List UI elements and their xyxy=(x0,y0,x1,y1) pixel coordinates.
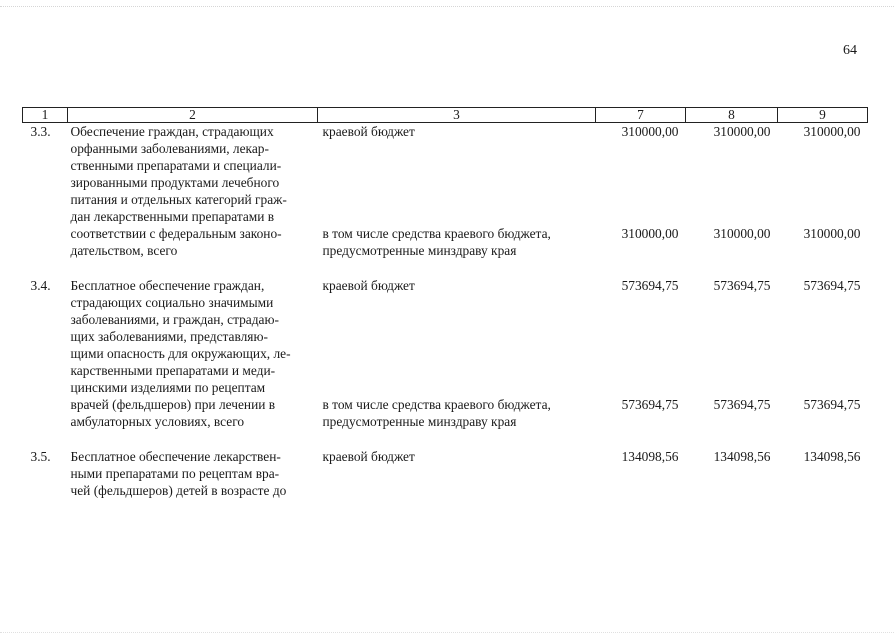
column-header-9: 9 xyxy=(778,108,868,123)
page-number: 64 xyxy=(843,43,857,58)
row-description: Обеспечение граждан, страдающих орфанными заболеваниями, лекар- ственными препаратами и специали- зированными продуктами лечебного питания и отдельных категорий граж- дан лекарственными препаратами в соответствии с федеральным законо- дательством, всего xyxy=(70,124,287,258)
value-col-8: 134098,56 xyxy=(713,449,771,464)
funding-source: краевой бюджет xyxy=(322,124,415,139)
value-col-8-sub: 573694,75 xyxy=(713,397,771,412)
scan-edge-bottom xyxy=(0,632,894,633)
table-row xyxy=(23,448,868,499)
row-spacer xyxy=(23,259,868,277)
column-header-1: 1 xyxy=(23,108,68,123)
value-col-9-sub: 310000,00 xyxy=(803,226,861,241)
scan-edge-top xyxy=(0,6,894,7)
row-spacer xyxy=(23,430,868,448)
column-header-2: 2 xyxy=(68,108,318,123)
funding-source-sub: в том числе средства краевого бюджета, предусмотренные минздраву края xyxy=(322,226,551,258)
value-col-8: 573694,75 xyxy=(713,278,771,293)
column-header-3: 3 xyxy=(318,108,596,123)
row-description: Бесплатное обеспечение лекарствен- ными препаратами по рецептам вра- чей (фельдшеров) детей в возрасте до xyxy=(70,449,287,498)
row-description: Бесплатное обеспечение граждан, страдающих социально значимыми заболеваниями, и граждан, страдаю- щих заболеваниями, представляю- щими опасность для окружающих, ле- карственными препаратами и меди- цинскими изделиями по рецептам врачей (фельдшеров) при лечении в амбулаторных условиях, всего xyxy=(70,278,291,429)
column-header-8: 8 xyxy=(686,108,778,123)
table-header-row xyxy=(23,108,868,123)
value-col-8: 310000,00 xyxy=(713,124,771,139)
value-col-9: 310000,00 xyxy=(803,124,861,139)
value-col-7: 310000,00 xyxy=(621,124,679,139)
column-header-7: 7 xyxy=(596,108,686,123)
row-number: 3.5. xyxy=(30,449,51,464)
value-col-7: 573694,75 xyxy=(621,278,679,293)
budget-table xyxy=(22,107,867,499)
value-col-7-sub: 573694,75 xyxy=(621,397,679,412)
funding-source: краевой бюджет xyxy=(322,449,415,464)
table-row xyxy=(23,123,868,169)
value-col-9: 134098,56 xyxy=(803,449,861,464)
row-number: 3.3. xyxy=(30,124,51,139)
value-col-9: 573694,75 xyxy=(803,278,861,293)
value-col-7-sub: 310000,00 xyxy=(621,226,679,241)
funding-source: краевой бюджет xyxy=(322,278,415,293)
table-row xyxy=(23,277,868,328)
value-col-7: 134098,56 xyxy=(621,449,679,464)
funding-source-sub: в том числе средства краевого бюджета, предусмотренные минздраву края xyxy=(322,397,551,429)
row-number: 3.4. xyxy=(30,278,51,293)
value-col-9-sub: 573694,75 xyxy=(803,397,861,412)
value-col-8-sub: 310000,00 xyxy=(713,226,771,241)
